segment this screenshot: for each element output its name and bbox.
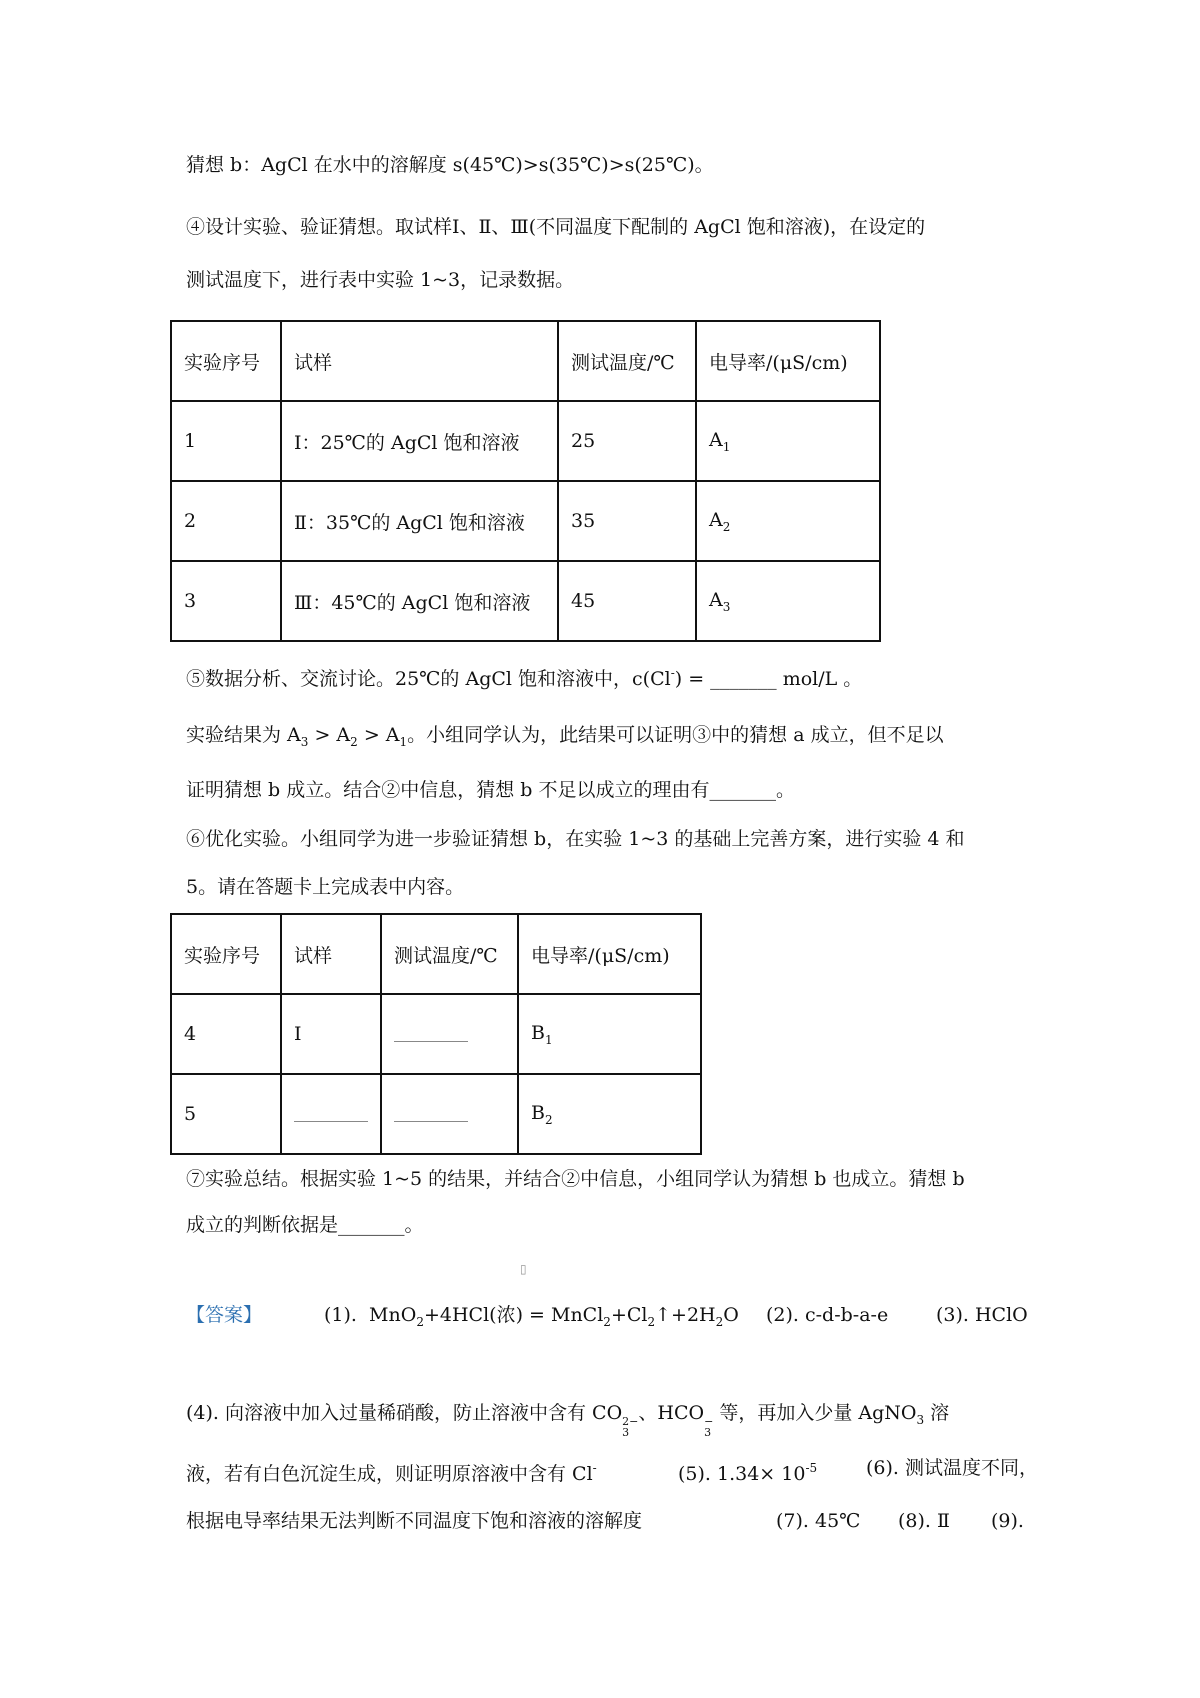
table-row — [171, 994, 701, 1074]
table2-header-temp: 测试温度/℃ — [381, 914, 518, 994]
answer-5: (5). $1.34\times 10^{-5}$ — [678, 1461, 818, 1485]
answer-line3: 液，若有白色沉淀生成，则证明原溶液中含有 Cl- (5). $1.34\times 10^{-5}$ (6). 测试温度不同， — [186, 1457, 1038, 1485]
answer-6: (6). 测试温度不同， — [866, 1457, 1038, 1479]
table1-header-sample: 试样 — [281, 321, 558, 401]
step4-line1: ④设计实验、验证猜想。取试样Ⅰ、Ⅱ、Ⅲ(不同温度下配制的 AgCl 饱和溶液)，在设定的 — [186, 216, 926, 238]
row-no: 4 — [171, 994, 281, 1074]
answer-tag: 【答案】 — [186, 1304, 263, 1326]
fill-blank — [294, 1103, 368, 1122]
step5-line1: ⑤数据分析、交流讨论。25℃的 AgCl 饱和溶液中，c(Cl-) = _______ mol/L 。 — [186, 666, 863, 690]
step5-line2: 实验结果为 $A_3 > A_2 > A_1$。小组同学认为，此结果可以证明③中的猜想 a 成立，但不足以 — [186, 724, 944, 749]
fill-blank — [394, 1103, 468, 1122]
row-conductivity: $B_1$ — [518, 994, 701, 1074]
table1-header-cond: 电导率/(μS/cm) — [696, 321, 880, 401]
row-sample-blank — [281, 1074, 381, 1154]
answer-9: (9). — [991, 1510, 1024, 1532]
row-sample: Ⅲ：45℃的 AgCl 饱和溶液 — [281, 561, 558, 641]
row-no: 1 — [171, 401, 281, 481]
step6-line2: 5。请在答题卡上完成表中内容。 — [186, 876, 465, 898]
row-temp: 35 — [558, 481, 696, 561]
row-temp-blank — [381, 1074, 518, 1154]
table-row — [171, 481, 880, 561]
row-no: 3 — [171, 561, 281, 641]
table1-header-row — [171, 321, 880, 401]
answer-2: (2). c-d-b-a-e — [766, 1304, 889, 1326]
guess-b-line — [186, 152, 714, 178]
guess-b-prefix: 猜想 b： — [186, 154, 262, 176]
table1-header-no: 实验序号 — [171, 321, 281, 401]
stray-mark: ▯ — [520, 1262, 527, 1276]
row-sample: Ⅰ — [281, 994, 381, 1074]
experiment-table-1 — [170, 320, 881, 642]
table2-header-no: 实验序号 — [171, 914, 281, 994]
fill-blank — [394, 1023, 468, 1042]
answer-line4: 根据电导率结果无法判断不同温度下饱和溶液的溶解度 (7). 45℃ (8). Ⅱ (9). — [186, 1510, 1024, 1532]
experiment-table-2 — [170, 913, 702, 1155]
answer-3: (3). HClO — [936, 1304, 1028, 1326]
step6-line1: ⑥优化实验。小组同学为进一步验证猜想 b，在实验 1~3 的基础上完善方案，进行实验 4 和 — [186, 828, 965, 850]
row-conductivity: $A_1$ — [696, 401, 880, 481]
answer-1: (1). MnO$_2$+4HCl(浓) = $MnCl_2+Cl_2↑+2H_2O$ — [324, 1304, 739, 1329]
answer-line2: (4). 向溶液中加入过量稀硝酸，防止溶液中含有 CO 2− 3 、HCO − 3 等，再加入少量 AgNO$_3$ 溶 — [186, 1402, 950, 1439]
row-no: 5 — [171, 1074, 281, 1154]
row-temp-blank — [381, 994, 518, 1074]
row-sample: Ⅱ：35℃的 AgCl 饱和溶液 — [281, 481, 558, 561]
row-conductivity: $B_2$ — [518, 1074, 701, 1154]
answer-7: (7). 45℃ — [776, 1510, 861, 1532]
step5-line3: 证明猜想 b 成立。结合②中信息，猜想 b 不足以成立的理由有_______。 — [186, 779, 795, 801]
guess-b-text: 在水中的溶解度 s(45℃)>s(35℃)>s(25℃)。 — [307, 154, 714, 176]
row-conductivity: $A_3$ — [696, 561, 880, 641]
table2-header-cond: 电导率/(μS/cm) — [518, 914, 701, 994]
table2-header-row — [171, 914, 701, 994]
step7-line2: 成立的判断依据是_______。 — [186, 1214, 424, 1236]
table2-header-sample: 试样 — [281, 914, 381, 994]
row-sample: Ⅰ：25℃的 AgCl 饱和溶液 — [281, 401, 558, 481]
table-row — [171, 401, 880, 481]
row-temp: 25 — [558, 401, 696, 481]
agcl-formula: AgCl — [261, 154, 308, 176]
answer-blank: _______ — [710, 668, 777, 690]
step7-line1: ⑦实验总结。根据实验 1~5 的结果，并结合②中信息，小组同学认为猜想 b 也成立。猜想 b — [186, 1168, 965, 1190]
answer-line1 — [186, 1302, 1026, 1328]
table1-header-temp: 测试温度/℃ — [558, 321, 696, 401]
table-row — [171, 1074, 701, 1154]
row-conductivity: $A_2$ — [696, 481, 880, 561]
table-row — [171, 561, 880, 641]
row-no: 2 — [171, 481, 281, 561]
row-temp: 45 — [558, 561, 696, 641]
answer-8: (8). Ⅱ — [898, 1510, 950, 1532]
step4-line2: 测试温度下，进行表中实验 1~3，记录数据。 — [186, 269, 575, 291]
